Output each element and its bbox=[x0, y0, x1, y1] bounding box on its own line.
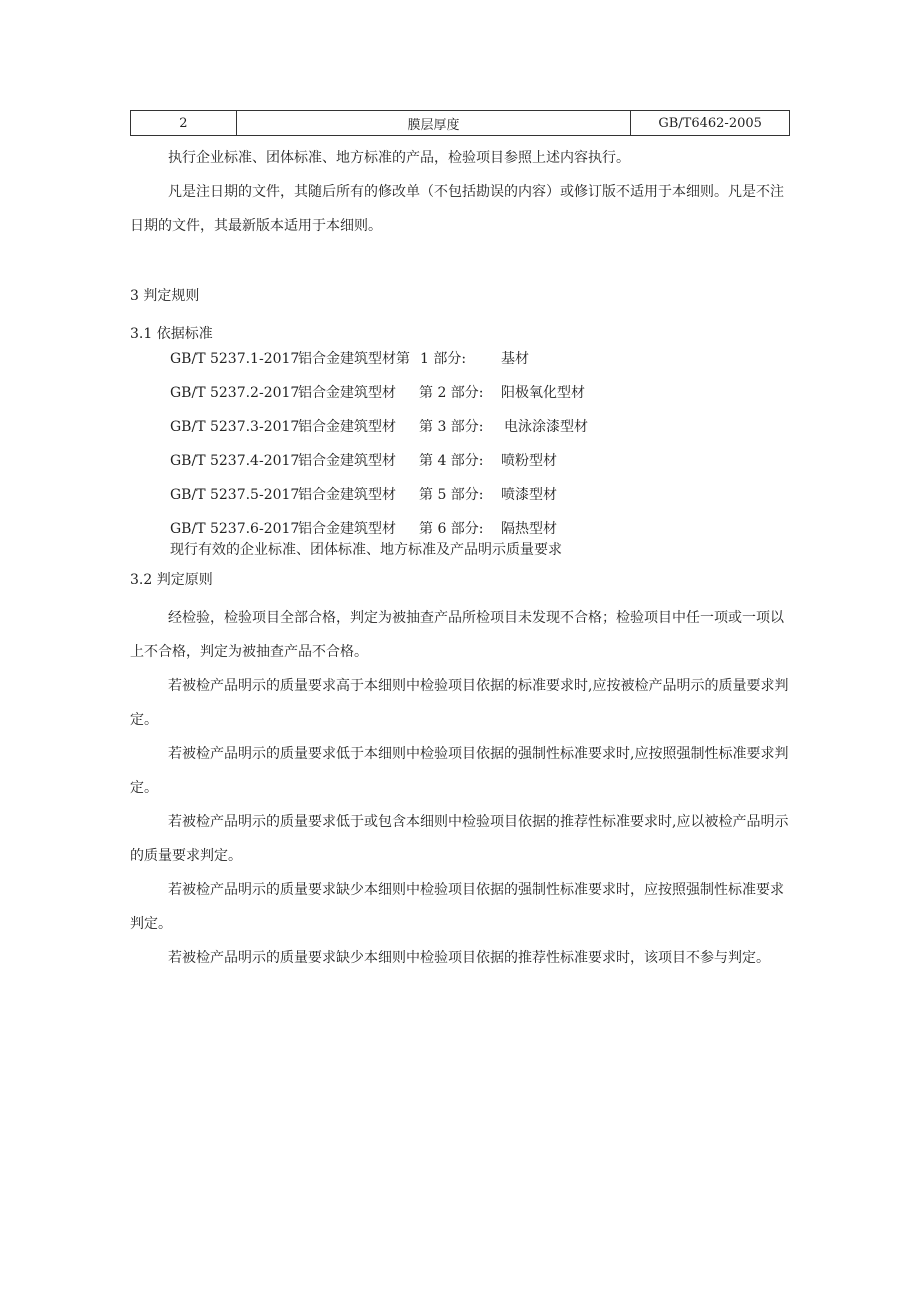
note-paragraph: 执行企业标准、团体标准、地方标准的产品，检验项目参照上述内容执行。 bbox=[168, 150, 630, 166]
standard-part: 第 3 部分: bbox=[419, 419, 484, 435]
standard-part: 第 4 部分: bbox=[419, 453, 484, 469]
standard-name: 铝合金建筑型材 bbox=[298, 521, 396, 537]
principle-paragraph: 经检验，检验项目全部合格，判定为被抽查产品所检项目未发现不合格；检验项目中任一项或一项以上不合格，判定为被抽查产品不合格。 bbox=[130, 610, 784, 660]
standard-title: 基材 bbox=[501, 351, 529, 367]
table-cell-no: 2 bbox=[131, 111, 237, 136]
standard-name: 铝合金建筑型材 bbox=[298, 385, 396, 401]
standard-title: 喷漆型材 bbox=[501, 487, 557, 503]
table-cell-standard: GB/T6462-2005 bbox=[631, 111, 790, 136]
principle-paragraph: 若被检产品明示的质量要求高于本细则中检验项目依据的标准要求时,应按被检产品明示的质量要求判定。 bbox=[130, 678, 789, 728]
standard-part: 第 5 部分: bbox=[419, 487, 484, 503]
principle-paragraph: 若被检产品明示的质量要求缺少本细则中检验项目依据的强制性标准要求时，应按照强制性标准要求判定。 bbox=[130, 882, 784, 932]
standard-name: 铝合金建筑型材第 bbox=[298, 351, 410, 367]
standard-part: 第 6 部分: bbox=[419, 521, 484, 537]
subsection-heading: 3.1 依据标准 bbox=[130, 326, 213, 342]
table-cell-item: 膜层厚度 bbox=[236, 111, 631, 136]
subsection-heading: 3.2 判定原则 bbox=[130, 572, 213, 588]
standard-title: 隔热型材 bbox=[501, 521, 557, 537]
standard-code: GB/T 5237.6-2017 bbox=[170, 521, 300, 537]
standard-name: 铝合金建筑型材 bbox=[298, 487, 396, 503]
principle-paragraph: 若被检产品明示的质量要求低于或包含本细则中检验项目依据的推荐性标准要求时,应以被检产品明示的质量要求判定。 bbox=[130, 814, 789, 864]
standard-part: 第 2 部分: bbox=[419, 385, 484, 401]
standard-code: GB/T 5237.5-2017 bbox=[170, 487, 300, 503]
principle-paragraph: 若被检产品明示的质量要求缺少本细则中检验项目依据的推荐性标准要求时，该项目不参与判定。 bbox=[168, 950, 770, 966]
standard-code: GB/T 5237.4-2017 bbox=[170, 453, 300, 469]
standards-footer: 现行有效的企业标准、团体标准、地方标准及产品明示质量要求 bbox=[170, 542, 562, 558]
standard-part: 1 部分: bbox=[420, 351, 467, 367]
standard-title: 电泳涂漆型材 bbox=[504, 419, 588, 435]
standard-code: GB/T 5237.2-2017 bbox=[170, 385, 300, 401]
section-heading: 3 判定规则 bbox=[130, 288, 200, 304]
table-row bbox=[131, 111, 790, 136]
standard-title: 阳极氧化型材 bbox=[501, 385, 585, 401]
standard-code: GB/T 5237.1-2017 bbox=[170, 351, 300, 367]
standard-name: 铝合金建筑型材 bbox=[298, 453, 396, 469]
standard-code: GB/T 5237.3-2017 bbox=[170, 419, 300, 435]
standard-title: 喷粉型材 bbox=[501, 453, 557, 469]
note-paragraph: 凡是注日期的文件，其随后所有的修改单（不包括勘误的内容）或修订版不适用于本细则。凡是不注日期的文件，其最新版本适用于本细则。 bbox=[130, 184, 784, 234]
principle-paragraph: 若被检产品明示的质量要求低于本细则中检验项目依据的强制性标准要求时,应按照强制性标准要求判定。 bbox=[130, 746, 789, 796]
standards-table bbox=[130, 110, 790, 136]
standard-name: 铝合金建筑型材 bbox=[298, 419, 396, 435]
